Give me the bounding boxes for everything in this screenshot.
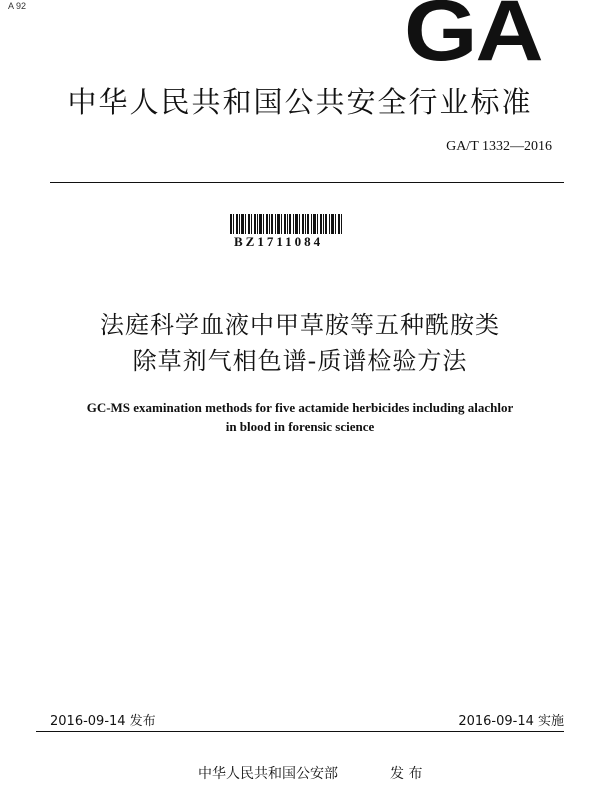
barcode-image bbox=[230, 214, 342, 234]
english-title-line-1: GC-MS examination methods for five actamide herbicides including alachlor bbox=[86, 400, 514, 415]
ga-logo: GA bbox=[404, 0, 542, 79]
standard-title: 中华人民共和国公共安全行业标准 bbox=[67, 85, 533, 119]
english-title-line-2: in blood in forensic science bbox=[225, 419, 375, 434]
top-divider bbox=[50, 182, 564, 183]
ics-code: A 92 bbox=[8, 1, 27, 11]
chinese-title-line-2: 除草剂气相色谱-质谱检验方法 bbox=[132, 347, 468, 375]
implement-date: 2016-09-14 实施 bbox=[458, 714, 564, 729]
chinese-title-line-1: 法庭科学血液中甲草胺等五种酰胺类 bbox=[100, 311, 500, 339]
issuing-authority: 中华人民共和国公安部 bbox=[198, 766, 338, 782]
barcode-number: BZ1711084 bbox=[234, 234, 324, 249]
publish-date: 2016-09-14 发布 bbox=[50, 714, 156, 729]
standard-number: GA/T 1332—2016 bbox=[446, 139, 552, 154]
issue-label: 发 布 bbox=[390, 766, 423, 782]
bottom-divider bbox=[36, 731, 564, 732]
